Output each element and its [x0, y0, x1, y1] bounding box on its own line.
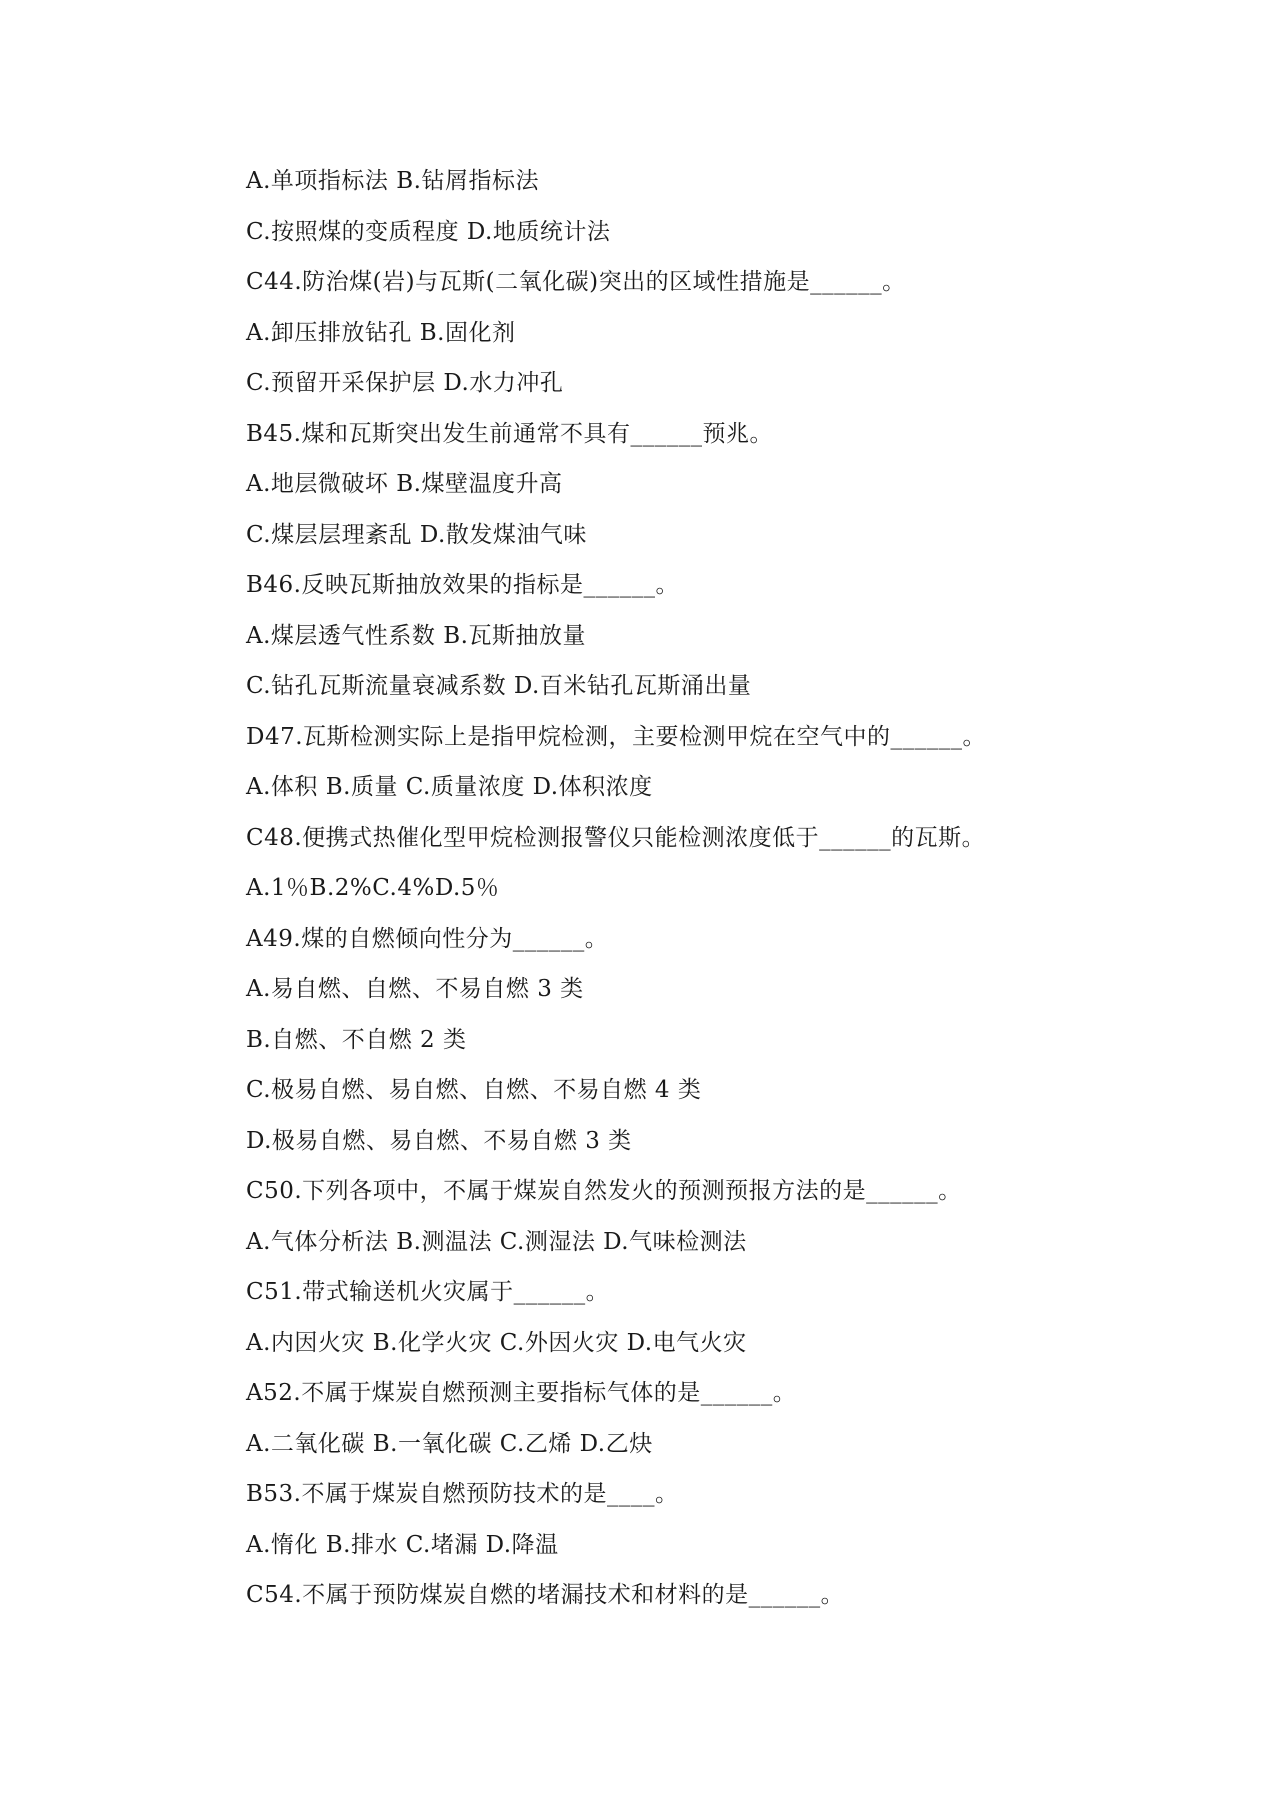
option-line: A.1％B.2%C.4%D.5％ [246, 875, 500, 901]
option-line: C.煤层层理紊乱 D.散发煤油气味 [246, 521, 587, 548]
option-line: A.易自燃、自燃、不易自燃 3 类 [246, 976, 584, 1002]
question-line: C50.下列各项中，不属于煤炭自然发火的预测预报方法的是______。 [246, 1178, 962, 1204]
question-line: C51.带式输送机火灾属于______。 [246, 1279, 610, 1305]
option-line: A.二氧化碳 B.一氧化碳 C.乙烯 D.乙炔 [246, 1430, 653, 1457]
question-line: A49.煤的自燃倾向性分为______。 [246, 925, 609, 952]
question-line: B53.不属于煤炭自燃预防技术的是____。 [246, 1481, 679, 1507]
option-line: A.卸压排放钻孔 B.固化剂 [246, 319, 516, 346]
question-line: C48.便携式热催化型甲烷检测报警仪只能检测浓度低于______的瓦斯。 [246, 824, 986, 851]
option-line: C.预留开采保护层 D.水力冲孔 [246, 370, 564, 396]
option-line: B.自燃、不自燃 2 类 [246, 1026, 467, 1053]
option-line: C.极易自燃、易自燃、自燃、不易自燃 4 类 [246, 1077, 702, 1103]
question-line: D47.瓦斯检测实际上是指甲烷检测，主要检测甲烷在空气中的______。 [246, 723, 987, 750]
option-line: A.地层微破坏 B.煤壁温度升高 [246, 471, 563, 497]
question-line: C54.不属于预防煤炭自燃的堵漏技术和材料的是______。 [246, 1582, 845, 1608]
question-line: B45.煤和瓦斯突出发生前通常不具有______预兆。 [246, 420, 773, 447]
option-line: A.内因火灾 B.化学火灾 C.外因火灾 D.电气火灾 [246, 1329, 747, 1356]
option-line: A.惰化 B.排水 C.堵漏 D.降温 [246, 1531, 559, 1558]
option-line: A.单项指标法 B.钻屑指标法 [246, 168, 539, 194]
question-line: C44.防治煤(岩)与瓦斯(二氧化碳)突出的区域性措施是______。 [246, 269, 906, 295]
option-line: C.钻孔瓦斯流量衰减系数 D.百米钻孔瓦斯涌出量 [246, 673, 752, 699]
option-line: C.按照煤的变质程度 D.地质统计法 [246, 218, 611, 245]
question-line: A52.不属于煤炭自燃预测主要指标气体的是______。 [246, 1380, 797, 1406]
option-line: A.体积 B.质量 C.质量浓度 D.体积浓度 [246, 774, 653, 800]
document-body [246, 161, 1146, 1626]
option-line: A.煤层透气性系数 B.瓦斯抽放量 [246, 622, 586, 649]
option-line: A.气体分析法 B.测温法 C.测湿法 D.气味检测法 [246, 1228, 747, 1255]
option-line: D.极易自燃、易自燃、不易自燃 3 类 [246, 1127, 632, 1154]
question-line: B46.反映瓦斯抽放效果的指标是______。 [246, 572, 679, 598]
